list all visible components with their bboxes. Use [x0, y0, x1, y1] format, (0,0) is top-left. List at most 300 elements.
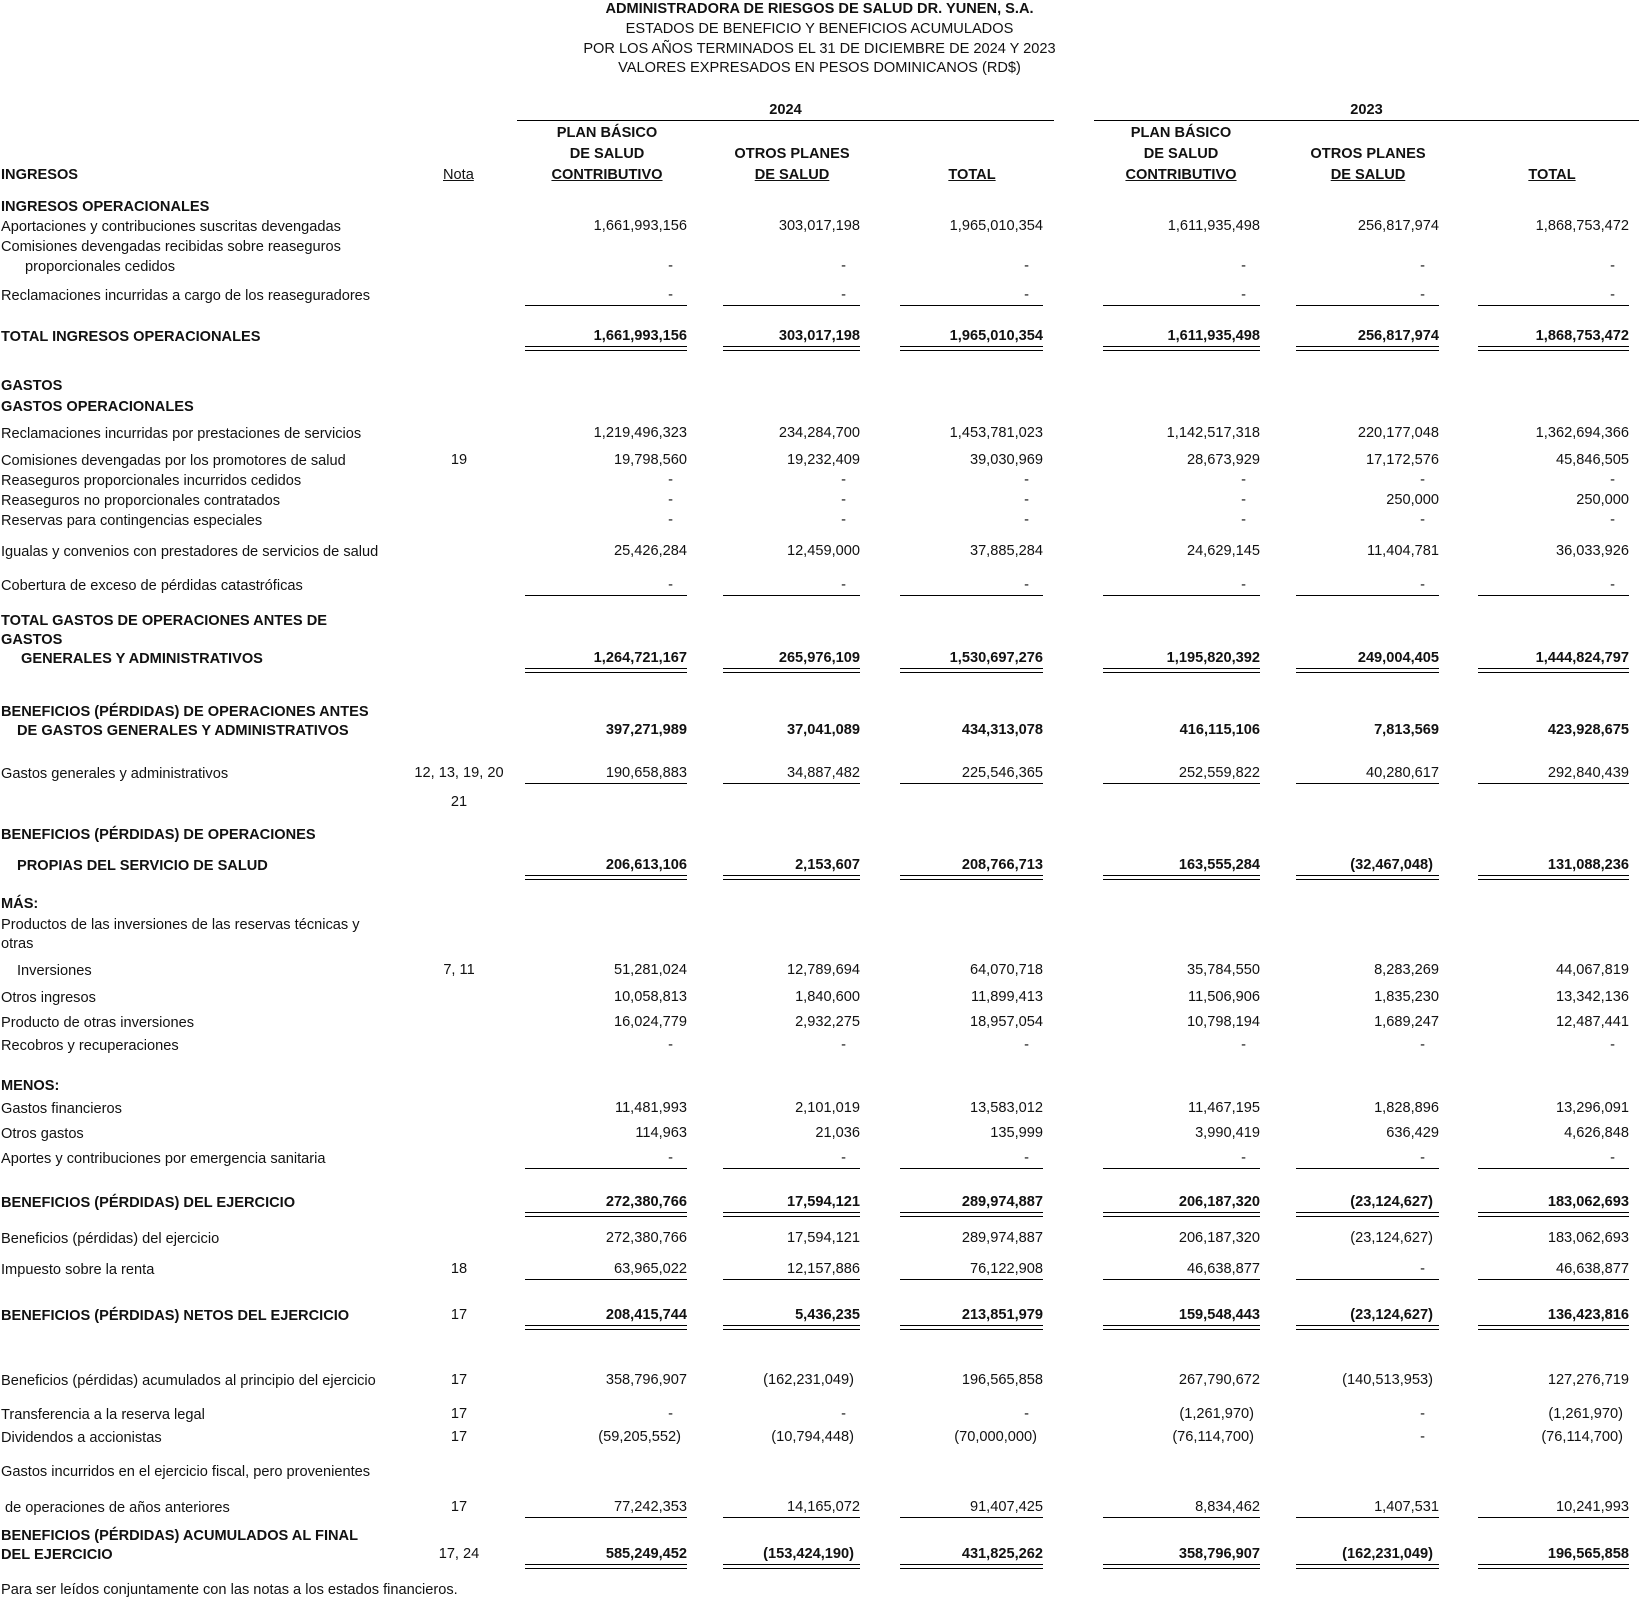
- double-underline: [723, 1564, 860, 1569]
- underline: [1103, 305, 1260, 306]
- double-underline: [723, 875, 860, 880]
- cell-value: 3,990,419: [1195, 1125, 1260, 1141]
- table-row: [0, 198, 1639, 218]
- row-label: Beneficios (pérdidas) acumulados al principio del ejercicio: [1, 1373, 376, 1389]
- cell-value: -: [1241, 1037, 1246, 1053]
- cell-value: (32,467,048): [1350, 857, 1433, 873]
- table-row: [0, 287, 1639, 307]
- cell-value: 13,342,136: [1555, 989, 1629, 1005]
- double-underline: [1103, 1212, 1260, 1217]
- cell-value: 77,242,353: [613, 1499, 687, 1515]
- double-underline: [900, 346, 1043, 351]
- cell-value: 37,041,089: [786, 722, 860, 738]
- cell-value: 206,187,320: [1178, 1230, 1260, 1246]
- cell-value: 127,276,719: [1547, 1372, 1629, 1388]
- row-label: DEL EJERCICIO: [1, 1547, 113, 1563]
- cell-value: (10,794,448): [771, 1429, 854, 1445]
- row-label: BENEFICIOS (PÉRDIDAS) DE OPERACIONES ANTES: [1, 704, 369, 720]
- cell-value: -: [1241, 258, 1246, 274]
- table-row: [0, 826, 1639, 846]
- row-nota: 18: [450, 1261, 468, 1277]
- cell-value: 250,000: [1386, 492, 1439, 508]
- cell-value: 39,030,969: [969, 452, 1043, 468]
- row-nota: 17, 24: [438, 1546, 480, 1562]
- cell-value: 16,024,779: [613, 1014, 687, 1030]
- cell-value: -: [1024, 492, 1029, 508]
- cell-value: -: [1024, 472, 1029, 488]
- underline: [1296, 1168, 1439, 1169]
- table-row: [0, 1527, 1639, 1547]
- cell-value: 1,965,010,354: [949, 328, 1043, 344]
- double-underline: [1296, 1212, 1439, 1217]
- table-row: [0, 989, 1639, 1009]
- underline: [900, 1517, 1043, 1518]
- row-label: PROPIAS DEL SERVICIO DE SALUD: [17, 858, 268, 874]
- cell-value: 1,689,247: [1374, 1014, 1439, 1030]
- cell-value: 35,784,550: [1186, 962, 1260, 978]
- cell-value: 10,058,813: [613, 989, 687, 1005]
- cell-value: 44,067,819: [1555, 962, 1629, 978]
- table-row: [0, 962, 1639, 982]
- table-row: [0, 218, 1639, 238]
- cell-value: 265,976,109: [778, 650, 860, 666]
- row-label: Gastos incurridos en el ejercicio fiscal, pero provenientes: [1, 1464, 371, 1480]
- footer-note: Para ser leídos conjuntamente con las notas a los estados financieros.: [1, 1582, 458, 1598]
- cell-value: 358,796,907: [1178, 1546, 1260, 1562]
- cell-value: -: [841, 258, 846, 274]
- cell-value: -: [668, 472, 673, 488]
- cell-value: -: [1610, 287, 1615, 303]
- underline: [723, 1517, 860, 1518]
- row-label: TOTAL GASTOS DE OPERACIONES ANTES DE: [1, 613, 327, 629]
- cell-value: -: [1610, 512, 1615, 528]
- cell-value: 1,661,993,156: [593, 218, 687, 234]
- row-label: GASTOS: [1, 378, 63, 394]
- table-row: [0, 794, 1639, 814]
- table-row: [0, 722, 1639, 742]
- col-total-2024: TOTAL: [948, 167, 996, 183]
- underline: [1103, 1517, 1260, 1518]
- cell-value: -: [841, 1406, 846, 1422]
- cell-value: -: [1024, 1150, 1029, 1166]
- cell-value: -: [1241, 492, 1246, 508]
- cell-value: 397,271,989: [605, 722, 687, 738]
- cell-value: 2,101,019: [795, 1100, 860, 1116]
- statement-period: POR LOS AÑOS TERMINADOS EL 31 DE DICIEMBRE DE 2024 Y 2023: [583, 41, 1056, 57]
- double-underline: [1296, 668, 1439, 673]
- underline: [723, 783, 860, 784]
- cell-value: (76,114,700): [1172, 1429, 1254, 1445]
- cell-value: 1,453,781,023: [949, 425, 1043, 441]
- table-row: [0, 703, 1639, 723]
- table-row: [0, 1463, 1639, 1483]
- cell-value: 190,658,883: [605, 765, 687, 781]
- cell-value: 267,790,672: [1178, 1372, 1260, 1388]
- cell-value: 358,796,907: [605, 1372, 687, 1388]
- row-label: BENEFICIOS (PÉRDIDAS) DE OPERACIONES: [1, 827, 316, 843]
- cell-value: (76,114,700): [1541, 1429, 1623, 1445]
- row-label: Reaseguros no proporcionales contratados: [1, 493, 281, 509]
- cell-value: 272,380,766: [605, 1230, 687, 1246]
- col-label-line: DE SALUD: [569, 146, 645, 162]
- cell-value: -: [1024, 258, 1029, 274]
- cell-value: 272,380,766: [605, 1194, 687, 1210]
- cell-value: 196,565,858: [961, 1372, 1043, 1388]
- cell-value: -: [841, 492, 846, 508]
- cell-value: -: [1024, 1406, 1029, 1422]
- cell-value: 12,487,441: [1555, 1014, 1629, 1030]
- company-name: ADMINISTRADORA DE RIESGOS DE SALUD DR. YUNEN, S.A.: [605, 1, 1034, 17]
- table-row: [0, 492, 1639, 512]
- underline: [525, 1168, 687, 1169]
- cell-value: 17,594,121: [786, 1194, 860, 1210]
- col-plan-basico-2023: [1101, 123, 1261, 186]
- cell-value: -: [1241, 1150, 1246, 1166]
- row-nota: 7, 11: [443, 962, 475, 978]
- row-nota: 17: [450, 1307, 468, 1323]
- underline: [1103, 595, 1260, 596]
- table-row: [0, 1429, 1639, 1449]
- col-label-line: CONTRIBUTIVO: [551, 167, 663, 183]
- row-label: Gastos generales y administrativos: [1, 766, 229, 782]
- col-label-line: OTROS PLANES: [734, 146, 850, 162]
- underline: [723, 595, 860, 596]
- cell-value: -: [668, 1406, 673, 1422]
- double-underline: [900, 1212, 1043, 1217]
- row-label: Otros ingresos: [1, 990, 96, 1006]
- cell-value: (1,261,970): [1179, 1406, 1254, 1422]
- cell-value: 256,817,974: [1357, 328, 1439, 344]
- cell-value: 45,846,505: [1555, 452, 1629, 468]
- row-label: Transferencia a la reserva legal: [1, 1407, 205, 1423]
- double-underline: [723, 668, 860, 673]
- cell-value: 1,195,820,392: [1166, 650, 1260, 666]
- row-label: proporcionales cedidos: [25, 259, 176, 275]
- double-underline: [1103, 1325, 1260, 1330]
- cell-value: -: [1024, 577, 1029, 593]
- underline: [525, 1279, 687, 1280]
- cell-value: 2,153,607: [795, 857, 860, 873]
- col-label-line: DE SALUD: [1143, 146, 1219, 162]
- row-nota: 12, 13, 19, 20: [414, 765, 504, 781]
- cell-value: 7,813,569: [1374, 722, 1439, 738]
- nota-header: Nota: [443, 167, 474, 183]
- double-underline: [900, 875, 1043, 880]
- cell-value: 585,249,452: [605, 1546, 687, 1562]
- cell-value: 12,789,694: [786, 962, 860, 978]
- table-row: [0, 1150, 1639, 1170]
- row-nota: 17: [450, 1499, 468, 1515]
- cell-value: 234,284,700: [778, 425, 860, 441]
- underline: [1103, 783, 1260, 784]
- cell-value: 17,172,576: [1365, 452, 1439, 468]
- cell-value: -: [668, 258, 673, 274]
- cell-value: 114,963: [635, 1125, 687, 1141]
- cell-value: 24,629,145: [1186, 543, 1260, 559]
- cell-value: 135,999: [990, 1125, 1043, 1141]
- cell-value: 1,219,496,323: [593, 425, 687, 441]
- row-label: MÁS:: [1, 896, 39, 912]
- cell-value: 1,828,896: [1374, 1100, 1439, 1116]
- row-label: Aportes y contribuciones por emergencia sanitaria: [1, 1151, 326, 1167]
- underline: [1478, 783, 1629, 784]
- cell-value: 4,626,848: [1564, 1125, 1629, 1141]
- cell-value: 1,142,517,318: [1166, 425, 1260, 441]
- row-label: Cobertura de exceso de pérdidas catastróficas: [1, 578, 303, 594]
- cell-value: (153,424,190): [763, 1546, 854, 1562]
- underline: [1478, 1168, 1629, 1169]
- cell-value: -: [1610, 258, 1615, 274]
- table-row: [0, 1499, 1639, 1519]
- row-label: Comisiones devengadas recibidas sobre reaseguros: [1, 239, 341, 255]
- underline: [525, 1517, 687, 1518]
- year-2023-rule: [1094, 120, 1639, 121]
- row-label: Aportaciones y contribuciones suscritas devengadas: [1, 219, 341, 235]
- cell-value: -: [1420, 1261, 1425, 1277]
- cell-value: 21,036: [815, 1125, 860, 1141]
- table-row: [0, 612, 1639, 632]
- underline: [525, 595, 687, 596]
- cell-value: -: [841, 472, 846, 488]
- cell-value: -: [1610, 472, 1615, 488]
- row-label: Igualas y convenios con prestadores de servicios de salud: [1, 544, 379, 560]
- cell-value: -: [1420, 472, 1425, 488]
- cell-value: 51,281,024: [613, 962, 687, 978]
- cell-value: -: [1420, 287, 1425, 303]
- double-underline: [525, 875, 687, 880]
- row-label: Productos de las inversiones de las reservas técnicas y: [1, 917, 360, 933]
- table-row: [0, 328, 1639, 348]
- cell-value: 303,017,198: [778, 218, 860, 234]
- table-row: [0, 650, 1639, 670]
- row-label: de operaciones de años anteriores: [5, 1500, 230, 1516]
- cell-value: 303,017,198: [778, 328, 860, 344]
- double-underline: [1103, 346, 1260, 351]
- cell-value: (59,205,552): [598, 1429, 681, 1445]
- cell-value: -: [1241, 512, 1246, 528]
- table-row: [0, 1125, 1639, 1145]
- cell-value: 1,965,010,354: [949, 218, 1043, 234]
- double-underline: [1103, 668, 1260, 673]
- double-underline: [1478, 875, 1629, 880]
- row-label: MENOS:: [1, 1078, 60, 1094]
- cell-value: 1,840,600: [795, 989, 860, 1005]
- cell-value: 11,899,413: [971, 989, 1043, 1005]
- row-label: Gastos financieros: [1, 1101, 122, 1117]
- statement-title: ESTADOS DE BENEFICIO Y BENEFICIOS ACUMULADOS: [625, 21, 1014, 37]
- col-label-line: PLAN BÁSICO: [556, 125, 658, 141]
- cell-value: 10,241,993: [1555, 1499, 1629, 1515]
- row-label: BENEFICIOS (PÉRDIDAS) NETOS DEL EJERCICIO: [1, 1308, 350, 1324]
- cell-value: 1,835,230: [1374, 989, 1439, 1005]
- cell-value: 11,404,781: [1367, 543, 1439, 559]
- cell-value: -: [668, 287, 673, 303]
- cell-value: -: [1024, 287, 1029, 303]
- cell-value: 636,429: [1386, 1125, 1439, 1141]
- cell-value: 249,004,405: [1357, 650, 1439, 666]
- cell-value: 12,157,886: [786, 1261, 860, 1277]
- underline: [1478, 595, 1629, 596]
- cell-value: 8,283,269: [1374, 962, 1439, 978]
- row-label: GASTOS: [1, 632, 63, 648]
- row-nota: 21: [450, 794, 468, 810]
- row-nota: 17: [450, 1429, 468, 1445]
- cell-value: 292,840,439: [1547, 765, 1629, 781]
- row-label: Beneficios (pérdidas) del ejercicio: [1, 1231, 220, 1247]
- cell-value: 208,415,744: [605, 1307, 687, 1323]
- cell-value: 37,885,284: [969, 543, 1043, 559]
- underline: [723, 1279, 860, 1280]
- table-row: [0, 1406, 1639, 1426]
- col-label-line: PLAN BÁSICO: [1130, 125, 1232, 141]
- double-underline: [1478, 1212, 1629, 1217]
- row-label: Inversiones: [17, 963, 92, 979]
- cell-value: 1,264,721,167: [593, 650, 687, 666]
- table-row: [0, 452, 1639, 472]
- col-label-line: CONTRIBUTIVO: [1125, 167, 1237, 183]
- row-label: DE GASTOS GENERALES Y ADMINISTRATIVOS: [17, 723, 349, 739]
- table-row: [0, 258, 1639, 278]
- underline: [525, 783, 687, 784]
- cell-value: 136,423,816: [1547, 1307, 1629, 1323]
- table-row: [0, 1100, 1639, 1120]
- cell-value: -: [1241, 472, 1246, 488]
- cell-value: 14,165,072: [786, 1499, 860, 1515]
- row-label: GASTOS OPERACIONALES: [1, 399, 194, 415]
- cell-value: 183,062,693: [1547, 1194, 1629, 1210]
- cell-value: 11,506,906: [1188, 989, 1260, 1005]
- cell-value: -: [1024, 1037, 1029, 1053]
- double-underline: [1296, 1325, 1439, 1330]
- cell-value: -: [1420, 1429, 1425, 1445]
- cell-value: 64,070,718: [969, 962, 1043, 978]
- year-2024-header: 2024: [769, 102, 802, 118]
- double-underline: [525, 1564, 687, 1569]
- cell-value: 289,974,887: [961, 1194, 1043, 1210]
- cell-value: -: [1420, 512, 1425, 528]
- cell-value: 1,530,697,276: [949, 650, 1043, 666]
- cell-value: 12,459,000: [786, 543, 860, 559]
- cell-value: (1,261,970): [1548, 1406, 1623, 1422]
- underline: [900, 783, 1043, 784]
- table-row: [0, 425, 1639, 445]
- cell-value: 423,928,675: [1547, 722, 1629, 738]
- col-otros-planes-2023: [1288, 144, 1448, 186]
- year-2023-header: 2023: [1350, 102, 1383, 118]
- row-label: INGRESOS OPERACIONALES: [1, 199, 210, 215]
- table-row: [0, 512, 1639, 532]
- double-underline: [1478, 1564, 1629, 1569]
- row-label: Impuesto sobre la renta: [1, 1262, 155, 1278]
- underline: [723, 305, 860, 306]
- cell-value: -: [668, 492, 673, 508]
- cell-value: (23,124,627): [1350, 1230, 1433, 1246]
- table-row: [0, 1230, 1639, 1250]
- double-underline: [525, 1212, 687, 1217]
- table-row: [0, 916, 1639, 936]
- cell-value: 25,426,284: [613, 543, 687, 559]
- cell-value: (23,124,627): [1350, 1307, 1433, 1323]
- cell-value: 159,548,443: [1178, 1307, 1260, 1323]
- col-total-2023: TOTAL: [1528, 167, 1576, 183]
- ingresos-header: INGRESOS: [1, 167, 79, 183]
- statement-currency: VALORES EXPRESADOS EN PESOS DOMINICANOS (RD$): [618, 60, 1021, 76]
- cell-value: 2,932,275: [795, 1014, 860, 1030]
- cell-value: -: [841, 577, 846, 593]
- row-label: Producto de otras inversiones: [1, 1015, 195, 1031]
- cell-value: 13,296,091: [1555, 1100, 1629, 1116]
- table-row: [0, 1307, 1639, 1327]
- cell-value: 46,638,877: [1186, 1261, 1260, 1277]
- cell-value: 183,062,693: [1547, 1230, 1629, 1246]
- double-underline: [525, 346, 687, 351]
- underline: [1103, 1279, 1260, 1280]
- cell-value: 431,825,262: [961, 1546, 1043, 1562]
- row-nota: 17: [450, 1372, 468, 1388]
- row-label: GENERALES Y ADMINISTRATIVOS: [21, 651, 263, 667]
- cell-value: 1,407,531: [1374, 1499, 1439, 1515]
- double-underline: [1478, 346, 1629, 351]
- cell-value: 1,611,935,498: [1167, 218, 1260, 234]
- cell-value: 131,088,236: [1547, 857, 1629, 873]
- cell-value: 1,661,993,156: [593, 328, 687, 344]
- cell-value: -: [1420, 1406, 1425, 1422]
- cell-value: -: [668, 1037, 673, 1053]
- double-underline: [900, 1564, 1043, 1569]
- table-row: [0, 1014, 1639, 1034]
- cell-value: -: [1420, 1150, 1425, 1166]
- cell-value: 220,177,048: [1357, 425, 1439, 441]
- row-label: Comisiones devengadas por los promotores de salud: [1, 453, 346, 469]
- cell-value: 28,673,929: [1186, 452, 1260, 468]
- table-row: [0, 377, 1639, 397]
- cell-value: (23,124,627): [1350, 1194, 1433, 1210]
- underline: [1296, 1279, 1439, 1280]
- table-row: [0, 935, 1639, 955]
- underline: [1296, 783, 1439, 784]
- row-label: otras: [1, 936, 34, 952]
- cell-value: 10,798,194: [1186, 1014, 1260, 1030]
- table-row: [0, 631, 1639, 651]
- cell-value: 36,033,926: [1555, 543, 1629, 559]
- cell-value: -: [668, 1150, 673, 1166]
- row-label: Recobros y recuperaciones: [1, 1038, 179, 1054]
- cell-value: -: [1024, 512, 1029, 528]
- cell-value: 91,407,425: [969, 1499, 1043, 1515]
- table-row: [0, 1194, 1639, 1214]
- table-row: [0, 472, 1639, 492]
- row-label: Reaseguros proporcionales incurridos cedidos: [1, 473, 302, 489]
- double-underline: [1478, 1325, 1629, 1330]
- cell-value: 46,638,877: [1555, 1261, 1629, 1277]
- table-row: [0, 1546, 1639, 1566]
- cell-value: 40,280,617: [1365, 765, 1439, 781]
- underline: [900, 595, 1043, 596]
- row-nota: 19: [450, 452, 468, 468]
- cell-value: 206,613,106: [605, 857, 687, 873]
- cell-value: -: [1610, 1150, 1615, 1166]
- cell-value: 18,957,054: [969, 1014, 1043, 1030]
- row-label: TOTAL INGRESOS OPERACIONALES: [1, 329, 261, 345]
- cell-value: 19,232,409: [786, 452, 860, 468]
- cell-value: 1,868,753,472: [1535, 328, 1629, 344]
- double-underline: [1296, 875, 1439, 880]
- cell-value: -: [1420, 577, 1425, 593]
- col-plan-basico-2024: [527, 123, 687, 186]
- cell-value: 252,559,822: [1178, 765, 1260, 781]
- cell-value: (162,231,049): [763, 1372, 854, 1388]
- cell-value: 256,817,974: [1357, 218, 1439, 234]
